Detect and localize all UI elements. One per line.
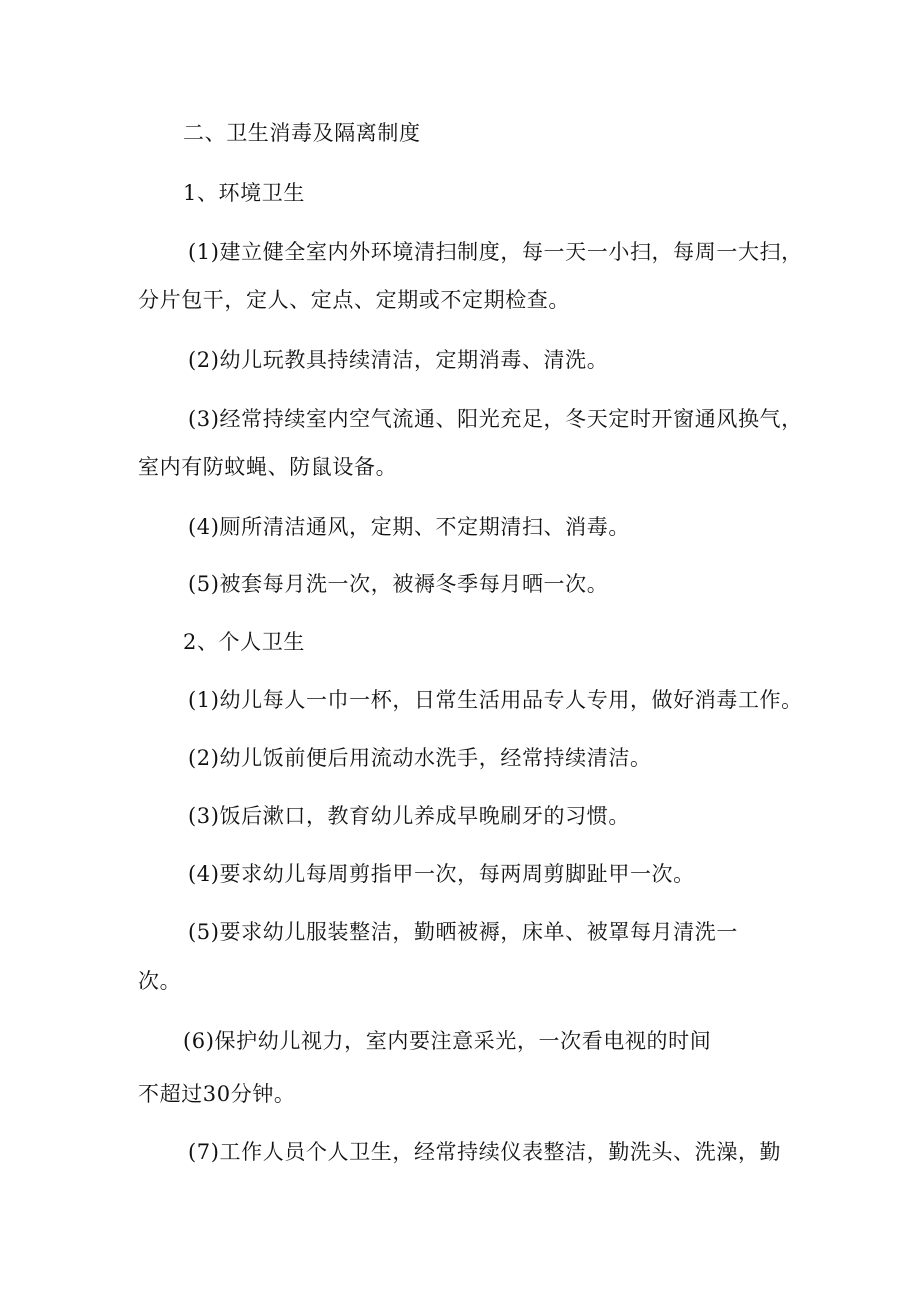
personal-item-5-line-1: (5)要求幼儿服装整洁，勤晒被褥，床单、被罩每月清洗一 [188, 920, 738, 944]
personal-item-6-line-2: 不超过30分钟。 [138, 1082, 296, 1106]
env-item-4: (4)厕所清洁通风，定期、不定期清扫、消毒。 [188, 515, 630, 539]
personal-item-2: (2)幼儿饭前便后用流动水洗手，经常持续清洁。 [188, 746, 652, 770]
personal-item-4: (4)要求幼儿每周剪指甲一次，每两周剪脚趾甲一次。 [188, 862, 695, 886]
env-item-1-line-2: 分片包干，定人、定点、定期或不定期检查。 [138, 288, 570, 312]
personal-item-6-line-1: (6)保护幼儿视力，室内要注意采光，一次看电视的时间 [183, 1029, 712, 1053]
env-item-5: (5)被套每月洗一次，被褥冬季每月晒一次。 [188, 572, 609, 596]
sub-heading-personal: 2、个人卫生 [183, 630, 305, 654]
personal-item-1: (1)幼儿每人一巾一杯，日常生活用品专人专用，做好消毒工作。 [188, 688, 803, 712]
env-item-1-line-1: (1)建立健全室内外环境清扫制度，每一天一小扫，每周一大扫， [188, 240, 803, 264]
env-item-2: (2)幼儿玩教具持续清洁，定期消毒、清洗。 [188, 348, 609, 372]
sub-heading-environment: 1、环境卫生 [183, 181, 305, 205]
section-heading: 二、卫生消毒及隔离制度 [183, 121, 421, 145]
personal-item-7-line-1: (7)工作人员个人卫生，经常持续仪表整洁，勤洗头、洗澡，勤 [188, 1140, 782, 1164]
personal-item-5-line-2: 次。 [138, 969, 182, 993]
env-item-3-line-2: 室内有防蚊蝇、防鼠设备。 [138, 455, 398, 479]
env-item-3-line-1: (3)经常持续室内空气流通、阳光充足，冬天定时开窗通风换气， [188, 407, 803, 431]
personal-item-3: (3)饭后漱口，教育幼儿养成早晚刷牙的习惯。 [188, 804, 630, 828]
